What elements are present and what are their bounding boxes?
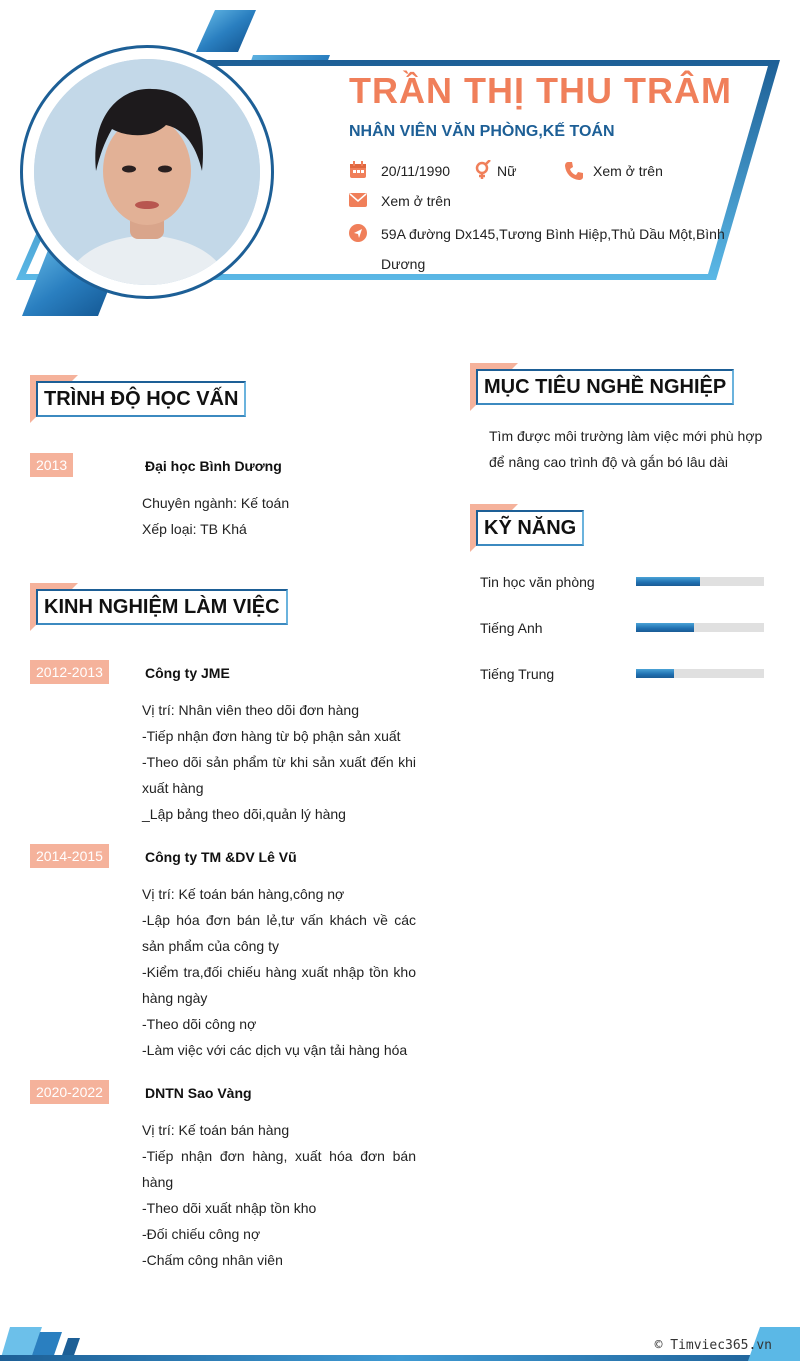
skill-level-fill bbox=[636, 669, 674, 678]
job-line: -Tiếp nhận đơn hàng, xuất hóa đơn bán hàng bbox=[142, 1148, 416, 1190]
phone: Xem ở trên bbox=[593, 163, 663, 179]
education-rank: Xếp loại: TB Khá bbox=[142, 521, 247, 537]
skill-level-bar bbox=[636, 669, 764, 678]
candidate-name: TRẦN THỊ THU TRÂM bbox=[349, 70, 732, 111]
job-year: 2014-2015 bbox=[30, 844, 109, 868]
job-line: Vị trí: Kế toán bán hàng,công nợ bbox=[142, 886, 345, 902]
job-company: Công ty TM &DV Lê Vũ bbox=[145, 849, 297, 865]
copyright: © Timviec365.vn bbox=[654, 1338, 772, 1353]
education-school: Đại học Bình Dương bbox=[145, 458, 282, 474]
email: Xem ở trên bbox=[381, 193, 451, 209]
skill-name: Tiếng Trung bbox=[480, 666, 555, 682]
job-line: -Đối chiếu công nợ bbox=[142, 1226, 261, 1242]
calendar-icon bbox=[349, 161, 367, 179]
job-line: -Theo dõi xuất nhập tồn kho bbox=[142, 1200, 317, 1216]
profile-photo-frame bbox=[20, 45, 274, 299]
skill-level-fill bbox=[636, 623, 694, 632]
job-details bbox=[142, 697, 416, 827]
job-company: Công ty JME bbox=[145, 665, 230, 681]
address-line-2: Dương bbox=[381, 256, 426, 272]
job-line: -Kiểm tra,đối chiếu hàng xuất nhập tồn kho hàng ngày bbox=[142, 964, 416, 1006]
job-details bbox=[142, 1117, 416, 1273]
job-line: -Theo dõi công nợ bbox=[142, 1016, 257, 1032]
job-line: -Làm việc với các dịch vụ vận tải hàng hóa bbox=[142, 1042, 408, 1058]
job-line: -Chấm công nhân viên bbox=[142, 1252, 283, 1268]
job-title: NHÂN VIÊN VĂN PHÒNG,KẾ TOÁN bbox=[349, 123, 615, 140]
job-details bbox=[142, 881, 416, 1063]
skill-name: Tin học văn phòng bbox=[480, 574, 595, 590]
profile-photo bbox=[34, 59, 260, 285]
education-heading: TRÌNH ĐỘ HỌC VẤN bbox=[36, 381, 246, 417]
location-icon bbox=[349, 224, 367, 242]
job-year: 2012-2013 bbox=[30, 660, 109, 684]
gender: Nữ bbox=[497, 163, 517, 179]
address-line-1: 59A đường Dx145,Tương Bình Hiệp,Thủ Dầu Một,Bình bbox=[381, 226, 725, 242]
skill-level-bar bbox=[636, 577, 764, 586]
job-year: 2020-2022 bbox=[30, 1080, 109, 1104]
gender-icon bbox=[474, 160, 492, 180]
email-icon bbox=[349, 193, 367, 207]
phone-icon bbox=[564, 161, 584, 181]
education-year: 2013 bbox=[30, 453, 73, 477]
job-line: -Tiếp nhận đơn hàng từ bộ phận sản xuất bbox=[142, 728, 401, 744]
job-line: -Lập hóa đơn bán lẻ,tư vấn khách về các sản phẩm của công ty bbox=[142, 912, 416, 954]
skills-heading: KỸ NĂNG bbox=[476, 510, 584, 546]
education-details bbox=[142, 490, 416, 542]
education-major: Chuyên ngành: Kế toán bbox=[142, 495, 290, 511]
objective-text: Tìm được môi trường làm việc mới phù hợp để nâng cao trình độ và gắn bó lâu dài bbox=[489, 428, 763, 470]
birthday: 20/11/1990 bbox=[381, 163, 451, 179]
experience-heading: KINH NGHIỆM LÀM VIỆC bbox=[36, 589, 288, 625]
skill-level-bar bbox=[636, 623, 764, 632]
skill-level-fill bbox=[636, 577, 700, 586]
job-line: -Theo dõi sản phẩm từ khi sản xuất đến khi xuất hàng bbox=[142, 754, 416, 796]
job-line: _Lập bảng theo dõi,quản lý hàng bbox=[142, 806, 346, 822]
job-company: DNTN Sao Vàng bbox=[145, 1085, 252, 1101]
job-line: Vị trí: Nhân viên theo dõi đơn hàng bbox=[142, 702, 359, 718]
job-line: Vị trí: Kế toán bán hàng bbox=[142, 1122, 290, 1138]
objective-heading: MỤC TIÊU NGHỀ NGHIỆP bbox=[476, 369, 734, 405]
skill-name: Tiếng Anh bbox=[480, 620, 543, 636]
